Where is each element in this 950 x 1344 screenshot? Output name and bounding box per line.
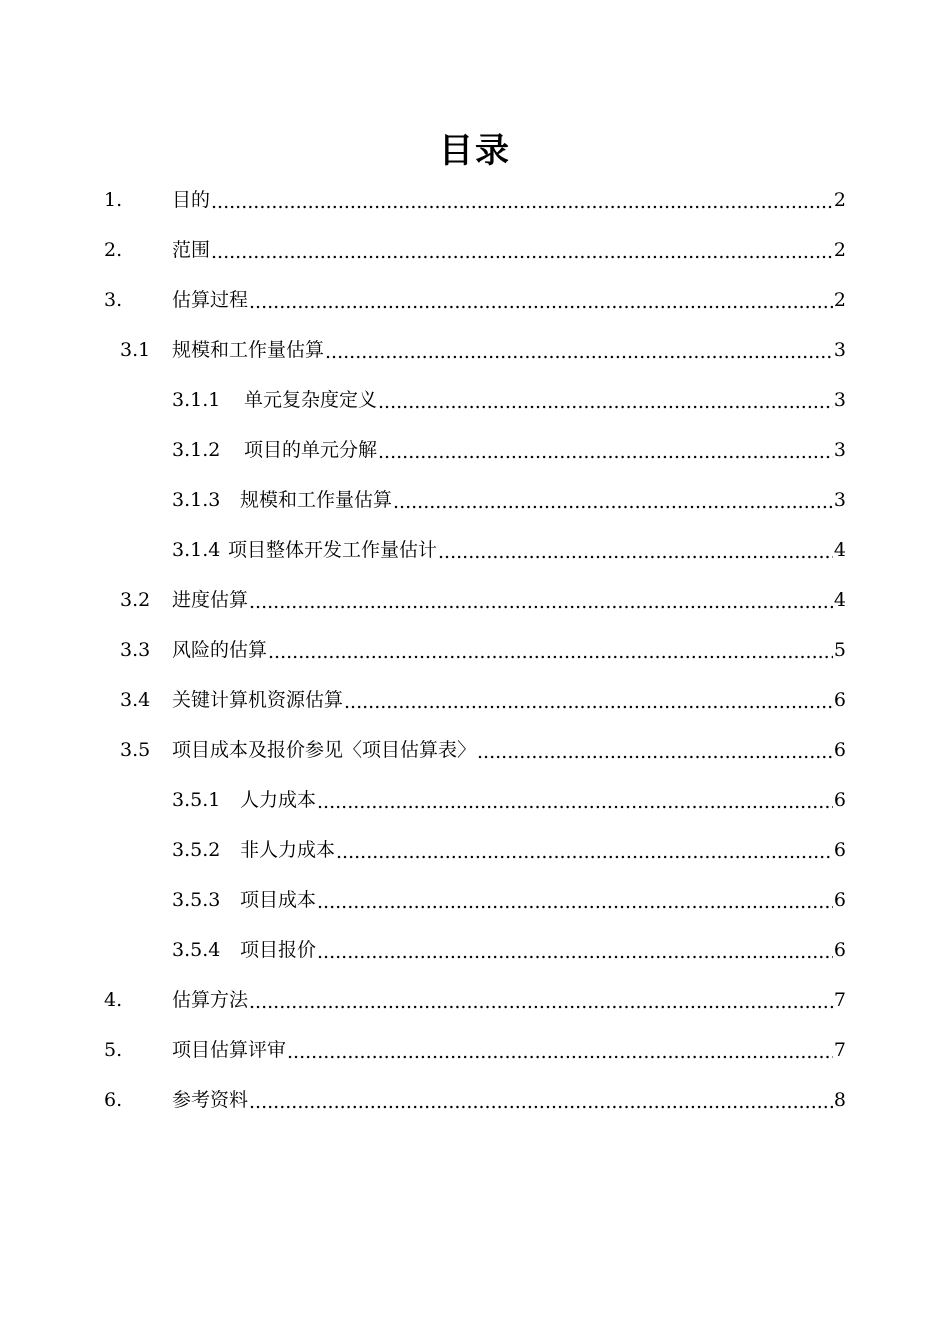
toc-entry-number: 3.2 (120, 589, 151, 611)
toc-dot-leader (393, 485, 833, 519)
toc-entry-page: 4 (833, 589, 846, 611)
toc-dot-leader (249, 585, 833, 619)
toc-entry-text: 项目的单元分解 (244, 439, 378, 461)
toc-entry-3-5-4[interactable] (172, 925, 846, 975)
toc-entry-page: 4 (833, 539, 846, 561)
toc-entry-4[interactable] (104, 975, 846, 1025)
toc-dot-leader (317, 885, 833, 919)
toc-entry-2[interactable] (104, 225, 846, 275)
toc-entry-3-1-4[interactable] (172, 525, 846, 575)
toc-entry-page: 3 (833, 439, 846, 461)
toc-entry-3-5[interactable] (120, 725, 846, 775)
toc-entry-number: 3.5 (120, 739, 151, 761)
toc-entry-number: 3.4 (120, 689, 151, 711)
toc-entry-text: 项目成本 (240, 889, 317, 911)
toc-entry-page: 7 (833, 989, 846, 1011)
toc-entry-page: 6 (833, 689, 846, 711)
toc-dot-leader (287, 1035, 833, 1069)
toc-dot-leader (211, 235, 833, 269)
toc-entry-page: 7 (833, 1039, 846, 1061)
toc-entry-number: 3.1.1 (172, 389, 221, 411)
toc-entry-number: 3.5.1 (172, 789, 221, 811)
toc-entry-page: 3 (833, 489, 846, 511)
toc-entry-page: 6 (833, 789, 846, 811)
toc-entry-page: 3 (833, 389, 846, 411)
toc-entry-number: 3.1 (120, 339, 151, 361)
toc-dot-leader (249, 285, 833, 319)
toc-dot-leader (344, 685, 833, 719)
toc-entry-text: 参考资料 (172, 1089, 249, 1111)
toc-entry-text: 项目估算评审 (172, 1039, 287, 1061)
toc-entry-number: 3.1.4 (172, 539, 221, 561)
toc-entry-page: 6 (833, 839, 846, 861)
toc-entry-3-4[interactable] (120, 675, 846, 725)
toc-dot-leader (249, 1085, 833, 1119)
toc-entry-number: 3.1.3 (172, 489, 221, 511)
toc-entry-1[interactable] (104, 175, 846, 225)
toc-entry-text: 估算方法 (172, 989, 249, 1011)
toc-entry-3-5-2[interactable] (172, 825, 846, 875)
toc-title: 目录 (439, 131, 511, 171)
toc-entry-number: 6. (104, 1089, 123, 1111)
toc-entry-text: 项目整体开发工作量估计 (228, 539, 438, 561)
toc-entry-text: 关键计算机资源估算 (172, 689, 344, 711)
toc-entry-3-1-2[interactable] (172, 425, 846, 475)
toc-dot-leader (211, 185, 833, 219)
toc-entry-page: 6 (833, 739, 846, 761)
toc-entry-text: 范围 (172, 239, 211, 261)
toc-entry-text: 规模和工作量估算 (240, 489, 393, 511)
toc-dot-leader (268, 635, 833, 669)
toc-entry-3-1[interactable] (120, 325, 846, 375)
toc-entry-3-1-1[interactable] (172, 375, 846, 425)
toc-dot-leader (477, 735, 833, 769)
toc-entry-text: 进度估算 (172, 589, 249, 611)
toc-entry-text: 单元复杂度定义 (244, 389, 378, 411)
toc-entry-text: 目的 (172, 189, 211, 211)
toc-entry-3-3[interactable] (120, 625, 846, 675)
toc-entry-number: 1. (104, 189, 123, 211)
toc-entry-5[interactable] (104, 1025, 846, 1075)
toc-entry-page: 5 (833, 639, 846, 661)
toc-entry-page: 3 (833, 339, 846, 361)
toc-entry-6[interactable] (104, 1075, 846, 1125)
toc-entry-number: 3.1.2 (172, 439, 221, 461)
toc-entry-number: 3. (104, 289, 123, 311)
toc-dot-leader (438, 535, 833, 569)
toc-entry-number: 4. (104, 989, 123, 1011)
toc-entry-number: 3.3 (120, 639, 151, 661)
toc-entry-text: 项目报价 (240, 939, 317, 961)
toc-entry-page: 2 (833, 189, 846, 211)
toc-dot-leader (378, 385, 833, 419)
toc-entry-3-1-3[interactable] (172, 475, 846, 525)
toc-entry-3[interactable] (104, 275, 846, 325)
toc-entry-text: 规模和工作量估算 (172, 339, 325, 361)
toc-entry-number: 5. (104, 1039, 123, 1061)
toc-dot-leader (317, 785, 833, 819)
toc-dot-leader (336, 835, 833, 869)
toc-entry-number: 3.5.3 (172, 889, 221, 911)
toc-entry-3-5-1[interactable] (172, 775, 846, 825)
toc-entry-page: 6 (833, 889, 846, 911)
toc-entry-number: 3.5.4 (172, 939, 221, 961)
toc-entry-page: 6 (833, 939, 846, 961)
toc-dot-leader (317, 935, 833, 969)
toc-entry-page: 8 (833, 1089, 846, 1111)
toc-entry-number: 3.5.2 (172, 839, 221, 861)
toc-entry-number: 2. (104, 239, 123, 261)
toc-entry-text: 项目成本及报价参见〈项目估算表〉 (172, 739, 477, 761)
toc-entry-text: 人力成本 (240, 789, 317, 811)
toc-entry-3-2[interactable] (120, 575, 846, 625)
toc-entry-text: 非人力成本 (240, 839, 336, 861)
toc-entry-3-5-3[interactable] (172, 875, 846, 925)
toc-entry-text: 风险的估算 (172, 639, 268, 661)
toc-dot-leader (249, 985, 833, 1019)
toc-entry-text: 估算过程 (172, 289, 249, 311)
toc-entry-page: 2 (833, 239, 846, 261)
toc-dot-leader (378, 435, 833, 469)
toc-entry-page: 2 (833, 289, 846, 311)
toc-dot-leader (325, 335, 833, 369)
